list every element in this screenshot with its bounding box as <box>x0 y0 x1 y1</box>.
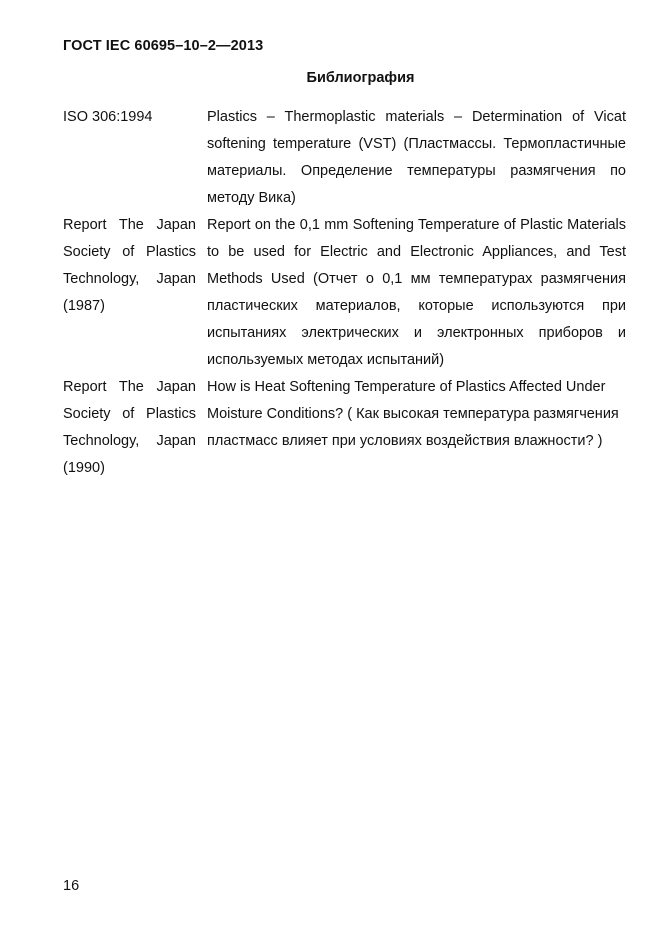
bibliography-entry <box>63 212 626 374</box>
document-header: ГОСТ IEC 60695–10–2—2013 <box>63 38 264 54</box>
entry-reference: ISO 306:1994 <box>63 109 153 125</box>
bibliography-entry <box>63 104 626 212</box>
entry-reference: Report The Japan Society of Plastics Technology, Japan (1987) <box>63 217 196 314</box>
bibliography-entry <box>63 374 626 482</box>
section-title: Библиография <box>306 70 415 86</box>
entry-description: How is Heat Softening Temperature of Plastics Affected Under Moisture Conditions? ( Как высокая температура размягчения пластмасс влияет при условиях воздействия влажности? ) <box>207 379 619 449</box>
entry-reference: Report The Japan Society of Plastics Technology, Japan (1990) <box>63 379 196 476</box>
bibliography-list <box>63 104 626 482</box>
page-number: 16 <box>63 878 80 894</box>
entry-description: Plastics – Thermoplastic materials – Determination of Vicat softening temperature (VST) (Пластмассы. Термопластичные материалы. Определение температуры размягчения по методу Вика) <box>207 109 626 206</box>
entry-description: Report on the 0,1 mm Softening Temperature of Plastic Materials to be used for Electric and Electronic Appliances, and Test Methods Used (Отчет о 0,1 мм температурах размягчения пластических материалов, которые используются при испытаниях электрических и электронных приборов и используемых методах испытаний) <box>207 217 626 368</box>
